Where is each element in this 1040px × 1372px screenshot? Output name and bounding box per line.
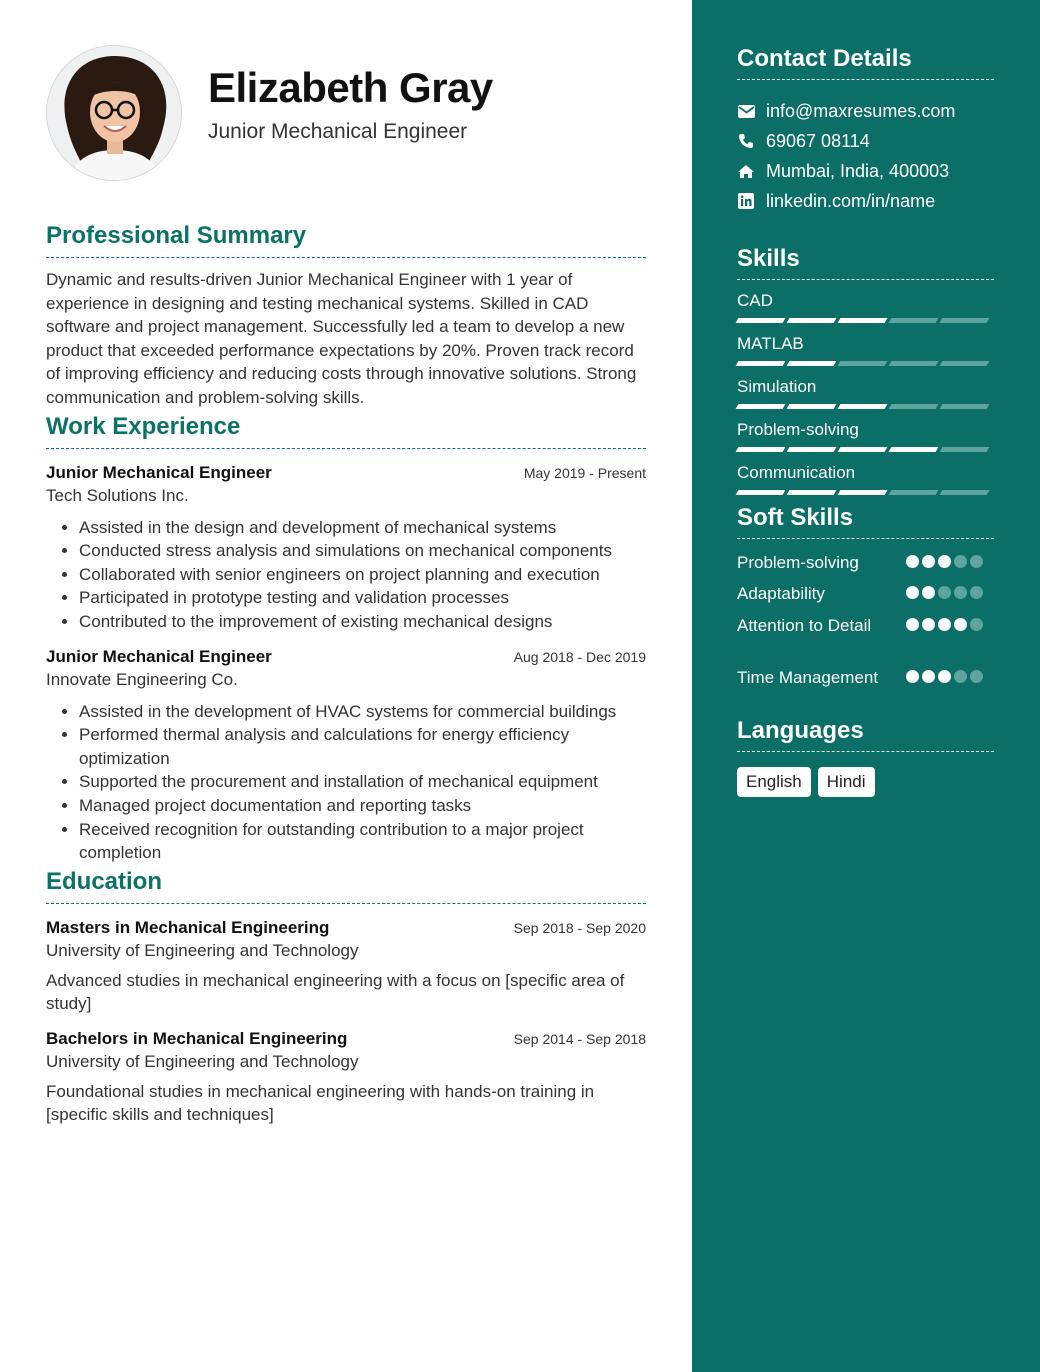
rating-dot: [938, 670, 951, 683]
skill-level-segment: [889, 318, 939, 323]
job-entry: [46, 647, 646, 865]
skill-level-segment: [787, 404, 837, 409]
skill-level-segment: [736, 447, 786, 452]
skill-level-segment: [838, 404, 888, 409]
skill-level-segment: [940, 447, 990, 452]
language-tags: [737, 767, 994, 797]
duty-item: • Received recognition for outstanding contribution to a major project completion: [79, 818, 646, 865]
school-name: University of Engineering and Technology: [46, 940, 359, 960]
rating-dot: [954, 586, 967, 599]
skill-level-segment: [787, 490, 837, 495]
skill-name: CAD: [737, 291, 773, 310]
rating-dot: [970, 618, 983, 631]
soft-skills-list: [737, 551, 994, 714]
skill-level-segment: [736, 361, 786, 366]
duty-item: • Collaborated with senior engineers on project planning and execution: [79, 563, 646, 587]
rating-dot: [906, 618, 919, 631]
skill-name: Communication: [737, 463, 856, 482]
contact-heading: Contact Details: [737, 44, 994, 80]
candidate-name: Elizabeth Gray: [208, 64, 493, 111]
skill-level-segment: [889, 404, 939, 409]
rating-dot: [906, 555, 919, 568]
job-title: Junior Mechanical Engineer: [46, 462, 272, 482]
rating-dot: [922, 618, 935, 631]
address-text: Mumbai, India, 400003: [766, 160, 950, 181]
skill-level-bar: [737, 404, 994, 418]
languages-heading: Languages: [737, 716, 994, 752]
skill-level-segment: [787, 361, 837, 366]
home-icon: [737, 162, 755, 180]
envelope-icon: [737, 102, 755, 120]
job-company: Tech Solutions Inc.: [46, 485, 189, 505]
skill-level-segment: [838, 318, 888, 323]
duty-item: • Contributed to the improvement of existing mechanical designs: [79, 610, 646, 634]
rating-dot: [938, 618, 951, 631]
skill-level-bar: [737, 318, 994, 332]
skill-name: Simulation: [737, 377, 817, 396]
profile-photo-icon: [47, 46, 182, 181]
skill-name: Problem-solving: [737, 420, 859, 439]
skill-item: [737, 375, 994, 418]
skill-level-segment: [838, 447, 888, 452]
skill-level-segment: [838, 361, 888, 366]
work-section: [46, 412, 646, 865]
soft-skill-item: [737, 582, 994, 614]
rating-dot: [954, 618, 967, 631]
rating-dot: [922, 670, 935, 683]
linkedin-icon: [737, 192, 755, 210]
avatar: [46, 45, 182, 181]
skill-item: [737, 332, 994, 375]
skill-item: [737, 289, 994, 332]
school-name: University of Engineering and Technology: [46, 1051, 359, 1071]
rating-dot: [906, 586, 919, 599]
rating-dot: [938, 586, 951, 599]
skill-level-segment: [940, 404, 990, 409]
skill-level-segment: [940, 318, 990, 323]
education-description: Foundational studies in mechanical engineering with hands-on training in [specific skills and techniques]: [46, 1081, 595, 1125]
contact-phone[interactable]: [737, 126, 994, 156]
rating-dot: [954, 555, 967, 568]
duty-item: • Managed project documentation and reporting tasks: [79, 794, 646, 818]
soft-skill-item: [737, 614, 994, 666]
skills-list: [737, 289, 994, 504]
soft-skill-rating: [906, 614, 994, 666]
contact-address: [737, 156, 994, 186]
email-text[interactable]: info@maxresumes.com: [766, 100, 956, 121]
sidebar: [692, 0, 1040, 1372]
job-duties: [79, 516, 646, 634]
soft-skill-rating: [906, 582, 994, 614]
soft-skills-heading: Soft Skills: [737, 503, 994, 539]
skills-heading: Skills: [737, 244, 994, 280]
linkedin-text[interactable]: linkedin.com/in/name: [766, 190, 936, 211]
education-date: Sep 2018 - Sep 2020: [513, 919, 646, 936]
skill-level-segment: [889, 490, 939, 495]
rating-dot: [970, 670, 983, 683]
job-company: Innovate Engineering Co.: [46, 669, 238, 689]
skill-level-segment: [889, 447, 939, 452]
phone-text[interactable]: 69067 08114: [766, 130, 870, 151]
duty-item: • Assisted in the development of HVAC systems for commercial buildings: [79, 700, 646, 724]
skill-level-segment: [940, 361, 990, 366]
rating-dot: [954, 670, 967, 683]
education-description: Advanced studies in mechanical engineering with a focus on [specific area of study]: [46, 970, 625, 1014]
languages-section: [737, 716, 994, 797]
skill-level-segment: [889, 361, 939, 366]
skill-level-bar: [737, 361, 994, 375]
candidate-title: Junior Mechanical Engineer: [208, 120, 468, 143]
skill-level-segment: [736, 404, 786, 409]
skill-level-segment: [838, 490, 888, 495]
job-date: Aug 2018 - Dec 2019: [513, 648, 646, 665]
job-entry: [46, 463, 646, 634]
soft-skill-name: Time Management: [737, 668, 879, 687]
language-tag: English: [737, 767, 811, 797]
skills-section: [737, 244, 994, 504]
soft-skills-section: [737, 503, 994, 714]
rating-dot: [906, 670, 919, 683]
duty-item: • Assisted in the design and development of mechanical systems: [79, 516, 646, 540]
language-tag: Hindi: [818, 767, 875, 797]
soft-skill-name: Problem-solving: [737, 553, 859, 572]
rating-dot: [970, 586, 983, 599]
skill-level-segment: [787, 447, 837, 452]
summary-text: Dynamic and results-driven Junior Mechanical Engineer with 1 year of experience in designing and testing mechanical systems. Skilled in CAD software and project management. Successfully led a team to develop a new product that exceeded performance expectations by 20%. Proven track record of improving efficiency and reducing costs through innovative solutions. Strong communication and problem-solving skills.: [46, 270, 637, 407]
skill-level-segment: [940, 490, 990, 495]
duty-item: • Supported the procurement and installation of mechanical equipment: [79, 770, 646, 794]
soft-skill-rating: [906, 551, 994, 582]
duty-item: • Conducted stress analysis and simulations on mechanical components: [79, 539, 646, 563]
soft-skill-name: Attention to Detail: [737, 616, 872, 635]
job-duties: [79, 700, 646, 865]
contact-section: [737, 44, 994, 216]
skill-level-segment: [736, 318, 786, 323]
skill-level-bar: [737, 447, 994, 461]
rating-dot: [922, 586, 935, 599]
education-entry: [46, 1029, 646, 1127]
skill-item: [737, 418, 994, 461]
duty-item: • Performed thermal analysis and calculations for energy efficiency optimization: [79, 723, 646, 770]
job-date: May 2019 - Present: [523, 464, 646, 481]
job-title: Junior Mechanical Engineer: [46, 646, 272, 666]
education-date: Sep 2014 - Sep 2018: [513, 1030, 646, 1047]
skill-name: MATLAB: [737, 334, 804, 353]
soft-skill-item: [737, 666, 994, 714]
degree-title: Masters in Mechanical Engineering: [46, 917, 330, 937]
summary-section: [46, 221, 646, 410]
phone-icon: [737, 132, 755, 150]
work-heading: Work Experience: [46, 412, 646, 449]
soft-skill-name: Adaptability: [737, 584, 825, 603]
contact-linkedin[interactable]: [737, 186, 994, 216]
summary-heading: Professional Summary: [46, 221, 646, 258]
education-entry: [46, 918, 646, 1016]
education-heading: Education: [46, 867, 646, 904]
skill-level-bar: [737, 490, 994, 504]
soft-skill-item: [737, 551, 994, 582]
rating-dot: [938, 555, 951, 568]
contact-email[interactable]: [737, 96, 994, 126]
skill-level-segment: [736, 490, 786, 495]
soft-skill-rating: [906, 666, 994, 714]
rating-dot: [922, 555, 935, 568]
skill-item: [737, 461, 994, 504]
education-section: [46, 867, 646, 1127]
rating-dot: [970, 555, 983, 568]
resume-header: [46, 0, 646, 210]
degree-title: Bachelors in Mechanical Engineering: [46, 1028, 348, 1048]
duty-item: • Participated in prototype testing and validation processes: [79, 586, 646, 610]
skill-level-segment: [787, 318, 837, 323]
